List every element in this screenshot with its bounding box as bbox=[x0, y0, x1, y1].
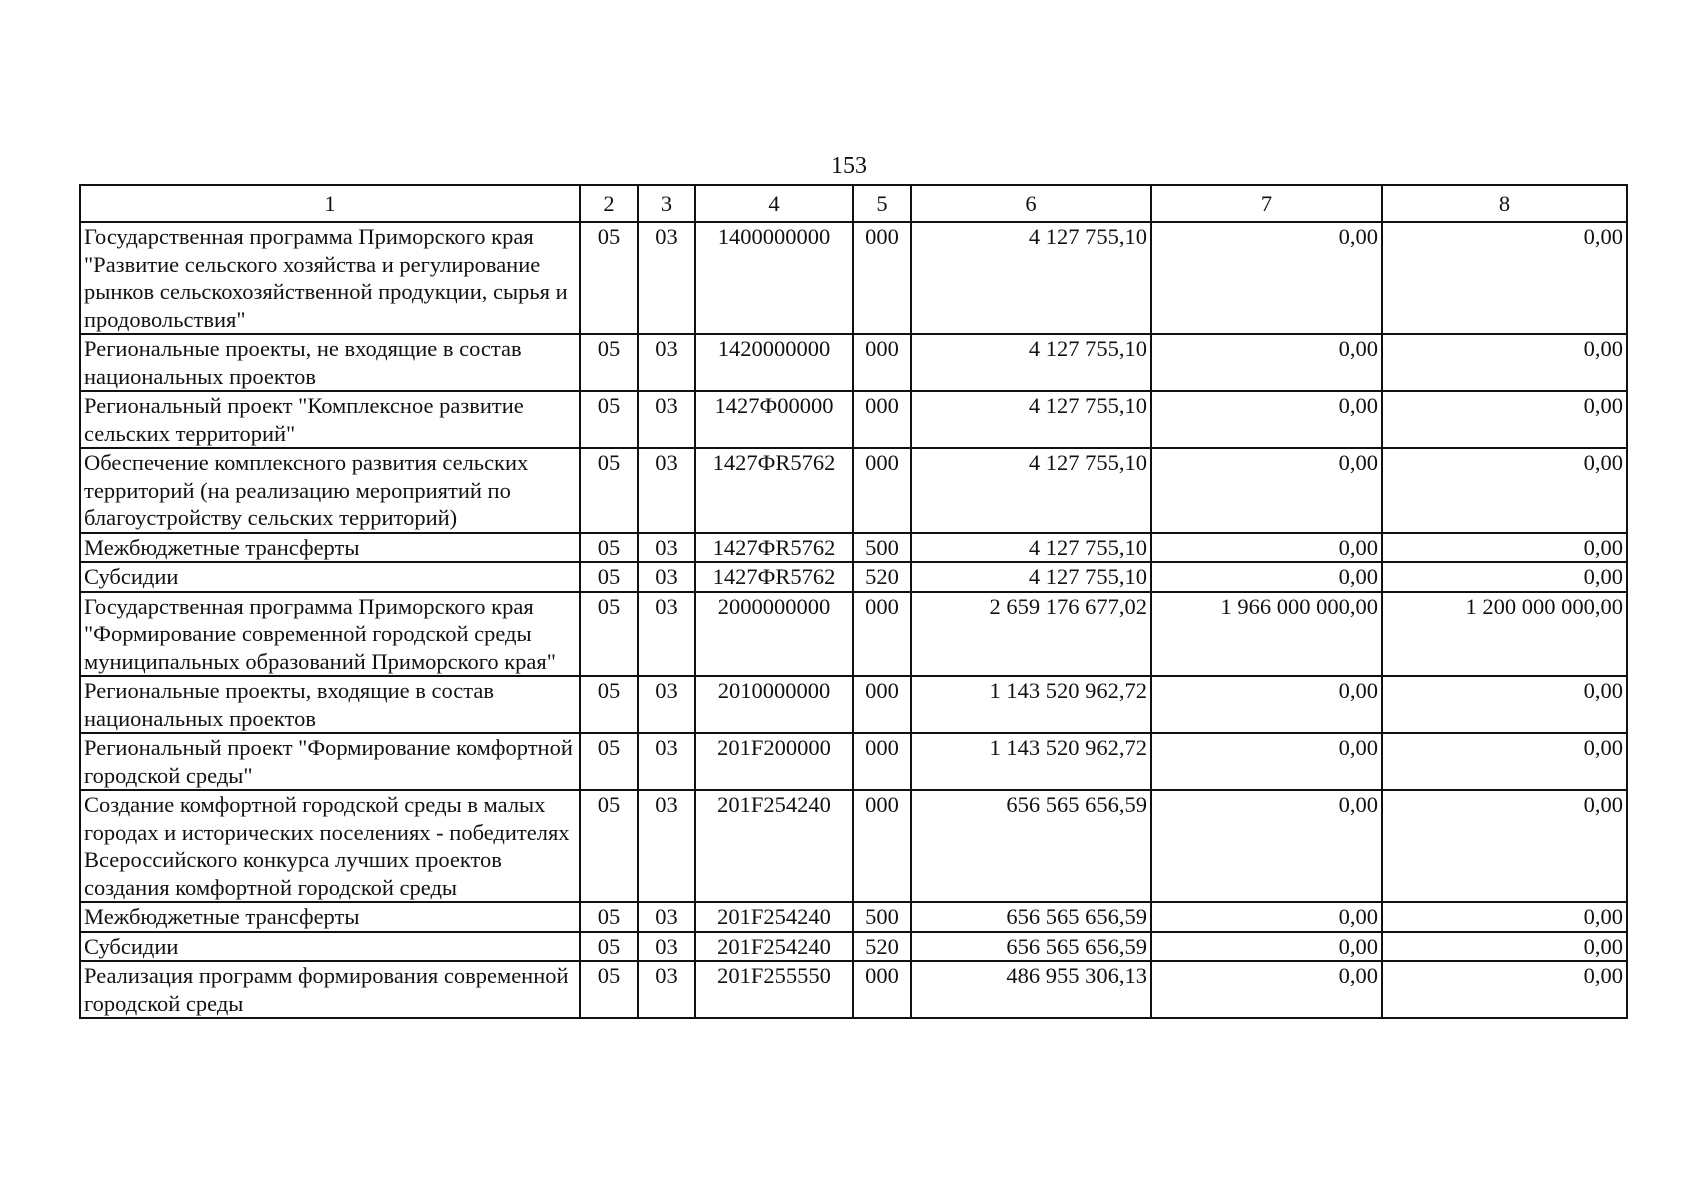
row-target-article: 1427ФR5762 bbox=[695, 562, 853, 592]
row-name: Межбюджетные трансферты bbox=[80, 533, 580, 563]
row-amount-col8: 0,00 bbox=[1382, 790, 1627, 902]
row-section: 05 bbox=[580, 902, 638, 932]
row-expense-type: 000 bbox=[853, 676, 911, 733]
row-section: 05 bbox=[580, 790, 638, 902]
row-target-article: 201F254240 bbox=[695, 790, 853, 902]
row-name: Региональные проекты, не входящие в состав национальных проектов bbox=[80, 334, 580, 391]
row-expense-type: 520 bbox=[853, 932, 911, 962]
row-expense-type: 000 bbox=[853, 790, 911, 902]
row-expense-type: 520 bbox=[853, 562, 911, 592]
row-subsection: 03 bbox=[638, 676, 695, 733]
row-amount-col7: 0,00 bbox=[1151, 562, 1382, 592]
table-row bbox=[80, 448, 1627, 533]
header-col-1: 1 bbox=[80, 185, 580, 222]
row-amount-col8: 0,00 bbox=[1382, 932, 1627, 962]
row-amount-col7: 0,00 bbox=[1151, 448, 1382, 533]
row-section: 05 bbox=[580, 334, 638, 391]
row-amount-col6: 4 127 755,10 bbox=[911, 222, 1151, 334]
row-amount-col7: 0,00 bbox=[1151, 334, 1382, 391]
row-amount-col7: 0,00 bbox=[1151, 222, 1382, 334]
row-subsection: 03 bbox=[638, 902, 695, 932]
row-name: Создание комфортной городской среды в малых городах и исторических поселениях - победителях Всероссийского конкурса лучших проектов создания комфортной городской среды bbox=[80, 790, 580, 902]
row-section: 05 bbox=[580, 676, 638, 733]
header-col-3: 3 bbox=[638, 185, 695, 222]
header-col-8: 8 bbox=[1382, 185, 1627, 222]
row-section: 05 bbox=[580, 448, 638, 533]
row-subsection: 03 bbox=[638, 448, 695, 533]
row-amount-col6: 4 127 755,10 bbox=[911, 533, 1151, 563]
row-amount-col7: 0,00 bbox=[1151, 902, 1382, 932]
table-row bbox=[80, 676, 1627, 733]
row-amount-col6: 4 127 755,10 bbox=[911, 334, 1151, 391]
row-name: Региональный проект "Комплексное развитие сельских территорий" bbox=[80, 391, 580, 448]
row-amount-col7: 0,00 bbox=[1151, 790, 1382, 902]
row-expense-type: 500 bbox=[853, 533, 911, 563]
header-col-2: 2 bbox=[580, 185, 638, 222]
row-subsection: 03 bbox=[638, 733, 695, 790]
row-target-article: 1427Ф00000 bbox=[695, 391, 853, 448]
header-row bbox=[80, 185, 1627, 222]
row-subsection: 03 bbox=[638, 562, 695, 592]
row-amount-col7: 0,00 bbox=[1151, 676, 1382, 733]
row-amount-col6: 656 565 656,59 bbox=[911, 932, 1151, 962]
row-target-article: 1427ФR5762 bbox=[695, 533, 853, 563]
row-amount-col7: 0,00 bbox=[1151, 533, 1382, 563]
row-section: 05 bbox=[580, 932, 638, 962]
row-name: Региональный проект "Формирование комфортной городской среды" bbox=[80, 733, 580, 790]
row-subsection: 03 bbox=[638, 533, 695, 563]
row-amount-col7: 0,00 bbox=[1151, 932, 1382, 962]
row-name: Субсидии bbox=[80, 562, 580, 592]
table-row bbox=[80, 733, 1627, 790]
header-col-5: 5 bbox=[853, 185, 911, 222]
table-row bbox=[80, 562, 1627, 592]
row-target-article: 1400000000 bbox=[695, 222, 853, 334]
row-amount-col6: 656 565 656,59 bbox=[911, 902, 1151, 932]
page-number: 153 bbox=[831, 153, 867, 179]
row-expense-type: 000 bbox=[853, 334, 911, 391]
row-name: Субсидии bbox=[80, 932, 580, 962]
row-target-article: 201F255550 bbox=[695, 961, 853, 1018]
table-row bbox=[80, 932, 1627, 962]
row-amount-col6: 1 143 520 962,72 bbox=[911, 676, 1151, 733]
budget-table bbox=[79, 184, 1628, 1019]
row-name: Межбюджетные трансферты bbox=[80, 902, 580, 932]
row-expense-type: 000 bbox=[853, 961, 911, 1018]
row-name: Государственная программа Приморского края "Формирование современной городской среды муниципальных образований Приморского края" bbox=[80, 592, 580, 677]
row-amount-col6: 4 127 755,10 bbox=[911, 448, 1151, 533]
row-amount-col7: 0,00 bbox=[1151, 961, 1382, 1018]
row-target-article: 201F254240 bbox=[695, 902, 853, 932]
row-amount-col8: 0,00 bbox=[1382, 334, 1627, 391]
row-amount-col6: 4 127 755,10 bbox=[911, 391, 1151, 448]
row-amount-col8: 0,00 bbox=[1382, 533, 1627, 563]
row-subsection: 03 bbox=[638, 961, 695, 1018]
table-row bbox=[80, 533, 1627, 563]
header-col-6: 6 bbox=[911, 185, 1151, 222]
row-name: Региональные проекты, входящие в состав национальных проектов bbox=[80, 676, 580, 733]
row-amount-col8: 0,00 bbox=[1382, 902, 1627, 932]
row-amount-col7: 0,00 bbox=[1151, 733, 1382, 790]
row-subsection: 03 bbox=[638, 391, 695, 448]
row-amount-col7: 0,00 bbox=[1151, 391, 1382, 448]
row-amount-col8: 0,00 bbox=[1382, 448, 1627, 533]
table-row bbox=[80, 334, 1627, 391]
row-expense-type: 000 bbox=[853, 448, 911, 533]
row-name: Государственная программа Приморского края "Развитие сельского хозяйства и регулирование рынков сельскохозяйственной продукции, сырья и продовольствия" bbox=[80, 222, 580, 334]
row-section: 05 bbox=[580, 533, 638, 563]
row-amount-col8: 0,00 bbox=[1382, 733, 1627, 790]
row-section: 05 bbox=[580, 961, 638, 1018]
row-amount-col8: 1 200 000 000,00 bbox=[1382, 592, 1627, 677]
row-section: 05 bbox=[580, 562, 638, 592]
row-target-article: 2010000000 bbox=[695, 676, 853, 733]
row-subsection: 03 bbox=[638, 222, 695, 334]
table-row bbox=[80, 391, 1627, 448]
table-row bbox=[80, 902, 1627, 932]
header-col-7: 7 bbox=[1151, 185, 1382, 222]
row-subsection: 03 bbox=[638, 790, 695, 902]
row-target-article: 1420000000 bbox=[695, 334, 853, 391]
row-expense-type: 500 bbox=[853, 902, 911, 932]
table-row bbox=[80, 961, 1627, 1018]
row-expense-type: 000 bbox=[853, 391, 911, 448]
table-row bbox=[80, 790, 1627, 902]
row-section: 05 bbox=[580, 222, 638, 334]
row-amount-col8: 0,00 bbox=[1382, 676, 1627, 733]
row-amount-col6: 486 955 306,13 bbox=[911, 961, 1151, 1018]
row-subsection: 03 bbox=[638, 334, 695, 391]
header-col-4: 4 bbox=[695, 185, 853, 222]
row-subsection: 03 bbox=[638, 592, 695, 677]
row-section: 05 bbox=[580, 592, 638, 677]
row-target-article: 201F254240 bbox=[695, 932, 853, 962]
row-amount-col6: 1 143 520 962,72 bbox=[911, 733, 1151, 790]
table-row bbox=[80, 592, 1627, 677]
row-expense-type: 000 bbox=[853, 592, 911, 677]
row-amount-col6: 2 659 176 677,02 bbox=[911, 592, 1151, 677]
table-row bbox=[80, 222, 1627, 334]
row-expense-type: 000 bbox=[853, 733, 911, 790]
row-expense-type: 000 bbox=[853, 222, 911, 334]
row-target-article: 1427ФR5762 bbox=[695, 448, 853, 533]
row-amount-col8: 0,00 bbox=[1382, 961, 1627, 1018]
row-subsection: 03 bbox=[638, 932, 695, 962]
row-amount-col6: 4 127 755,10 bbox=[911, 562, 1151, 592]
row-section: 05 bbox=[580, 733, 638, 790]
row-name: Обеспечение комплексного развития сельских территорий (на реализацию мероприятий по благоустройству сельских территорий) bbox=[80, 448, 580, 533]
row-name: Реализация программ формирования современной городской среды bbox=[80, 961, 580, 1018]
row-target-article: 201F200000 bbox=[695, 733, 853, 790]
row-amount-col8: 0,00 bbox=[1382, 222, 1627, 334]
row-section: 05 bbox=[580, 391, 638, 448]
row-amount-col8: 0,00 bbox=[1382, 562, 1627, 592]
row-target-article: 2000000000 bbox=[695, 592, 853, 677]
row-amount-col7: 1 966 000 000,00 bbox=[1151, 592, 1382, 677]
row-amount-col8: 0,00 bbox=[1382, 391, 1627, 448]
row-amount-col6: 656 565 656,59 bbox=[911, 790, 1151, 902]
